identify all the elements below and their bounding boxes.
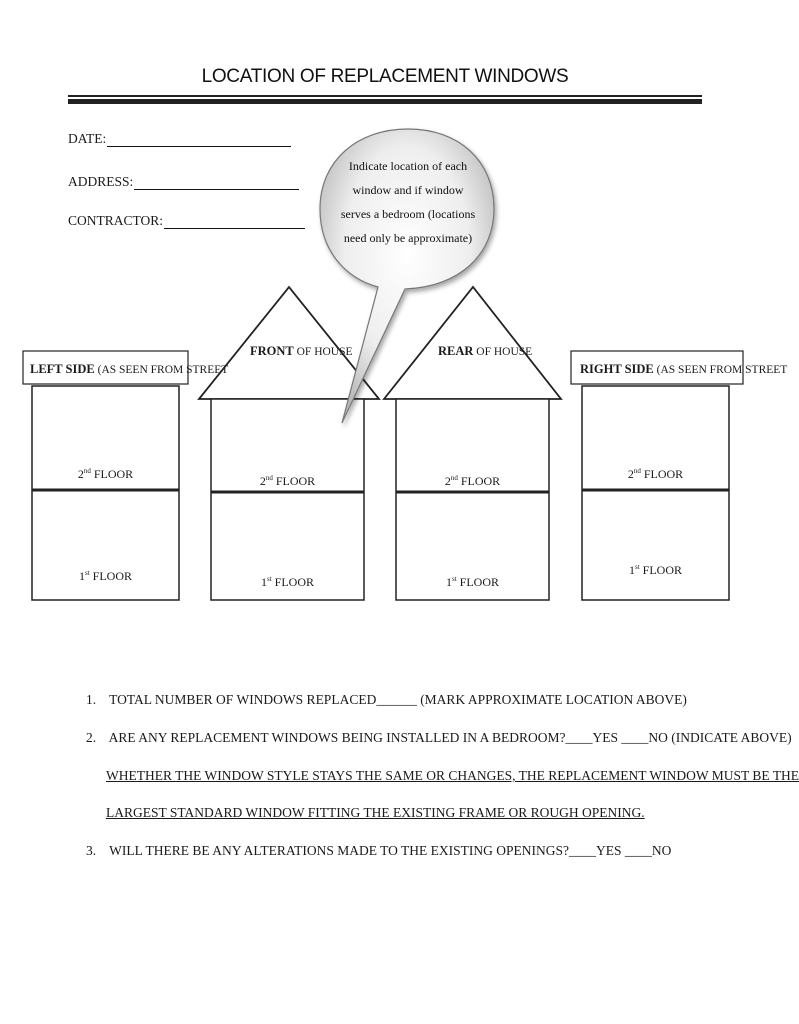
question-1	[86, 692, 687, 708]
front-second-floor-label: 2nd FLOOR	[259, 474, 316, 488]
left-side-wall	[32, 386, 179, 600]
rear-first-floor-label: 1st FLOOR	[445, 575, 499, 589]
date-label: DATE:	[68, 131, 107, 146]
left-second-floor-label: 2nd FLOOR	[77, 467, 134, 481]
right-side-label	[580, 362, 787, 377]
rear-second-floor-label: 2nd FLOOR	[444, 474, 501, 488]
callout-text	[336, 154, 480, 250]
front-roof	[199, 287, 379, 399]
question-number: 3.	[86, 843, 97, 858]
question-3	[86, 843, 671, 859]
rear-roof	[384, 287, 561, 399]
rear-wall	[396, 399, 549, 600]
question-text: WILL THERE BE ANY ALTERATIONS MADE TO THE EXISTING OPENINGS?____YES ____NO	[109, 843, 672, 858]
callout-line: serves a bedroom (locations	[340, 207, 476, 221]
front-title: FRONT	[250, 344, 294, 358]
question-number: 1.	[86, 692, 97, 707]
right-side-subtitle: (AS SEEN FROM STREET	[656, 364, 788, 376]
question-text: ARE ANY REPLACEMENT WINDOWS BEING INSTALLED IN A BEDROOM?____YES ____NO (INDICATE ABOVE)	[108, 730, 792, 745]
question-number: 2.	[86, 730, 97, 745]
front-first-floor-label: 1st FLOOR	[260, 575, 314, 589]
right-side-title: RIGHT SIDE	[580, 362, 654, 376]
contractor-label: CONTRACTOR:	[68, 213, 164, 228]
page-title: LOCATION OF REPLACEMENT WINDOWS	[201, 66, 569, 87]
left-side-subtitle: (AS SEEN FROM STREET	[97, 364, 229, 376]
front-subtitle: OF HOUSE	[296, 346, 353, 358]
notice-line-2: LARGEST STANDARD WINDOW FITTING THE EXISTING FRAME OR ROUGH OPENING.	[106, 805, 645, 820]
question-2	[86, 730, 792, 746]
notice-line-1: WHETHER THE WINDOW STYLE STAYS THE SAME OR CHANGES, THE REPLACEMENT WINDOW MUST BE THE	[106, 768, 799, 783]
address-label: ADDRESS:	[68, 174, 134, 189]
left-first-floor-label: 1st FLOOR	[78, 569, 132, 583]
callout-line: Indicate location of each	[348, 159, 468, 173]
question-text: TOTAL NUMBER OF WINDOWS REPLACED______ (MARK APPROXIMATE LOCATION ABOVE)	[109, 692, 687, 707]
left-side-label	[30, 362, 228, 377]
callout-line: need only be approximate)	[343, 231, 473, 245]
right-second-floor-label: 2nd FLOOR	[627, 467, 684, 481]
rear-title: REAR	[438, 344, 474, 358]
front-label	[250, 344, 353, 359]
callout-line: window and if window	[352, 183, 464, 197]
rear-subtitle: OF HOUSE	[476, 346, 533, 358]
rear-label	[438, 344, 532, 359]
left-side-title: LEFT SIDE	[30, 362, 95, 376]
right-first-floor-label: 1st FLOOR	[628, 563, 682, 577]
front-wall	[211, 399, 364, 600]
